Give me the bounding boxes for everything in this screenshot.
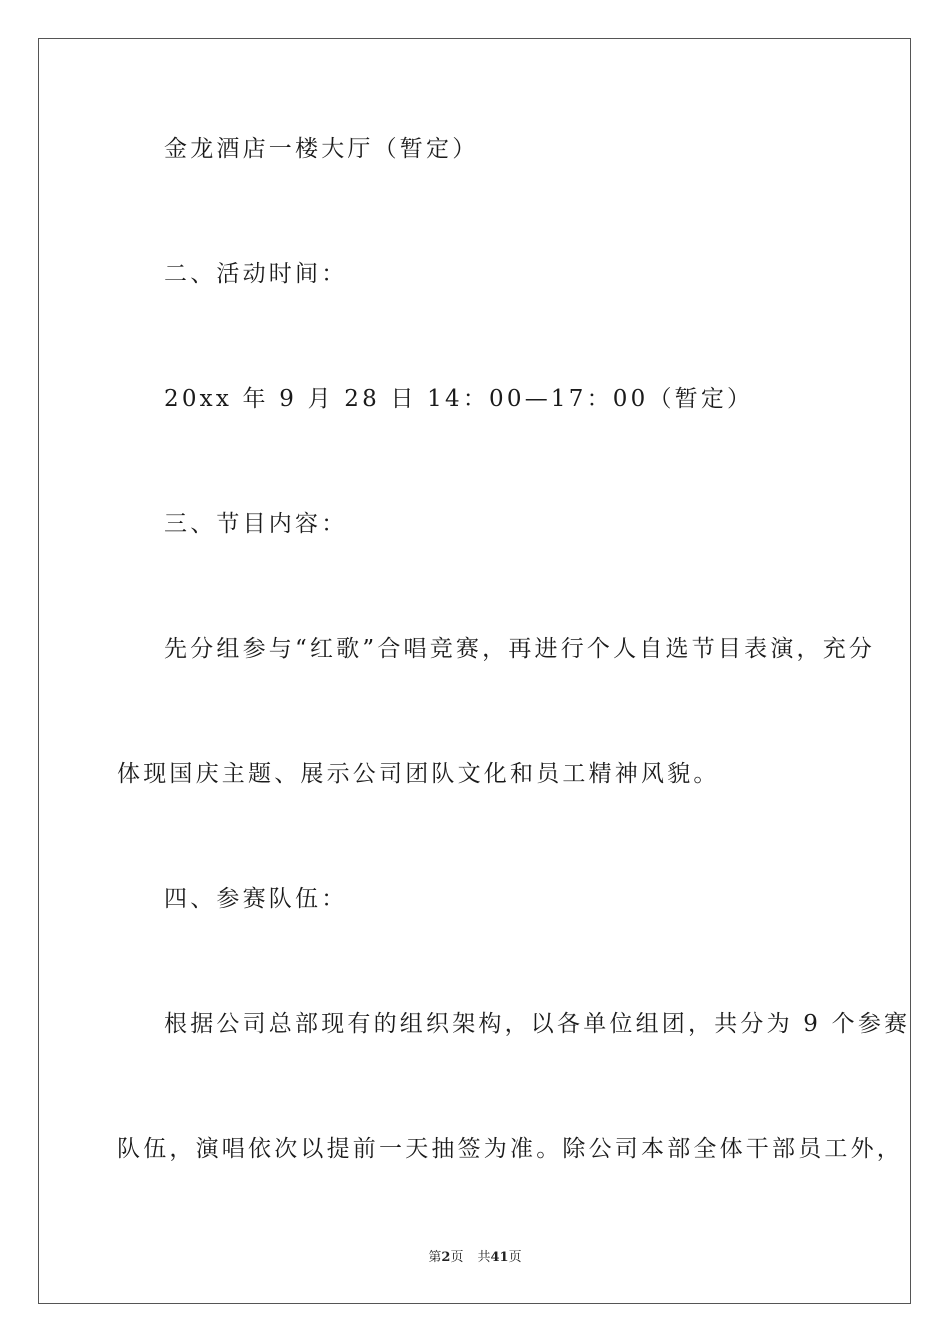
- section-heading-time: 二、活动时间：: [164, 261, 348, 287]
- page-border: [38, 38, 911, 1304]
- page-suffix: 页: [450, 1250, 464, 1265]
- total-prefix: 共: [477, 1250, 491, 1265]
- section-heading-teams: 四、参赛队伍：: [164, 886, 348, 912]
- teams-paragraph-line-1: 根据公司总部现有的组织架构，以各单位组团，共分为 9 个参赛: [164, 1011, 911, 1037]
- page-footer: [0, 1246, 950, 1265]
- total-suffix: 页: [508, 1250, 522, 1265]
- venue-line: 金龙酒店一楼大厅（暂定）: [164, 136, 479, 162]
- program-paragraph-line-1: 先分组参与“红歌”合唱竞赛，再进行个人自选节目表演，充分: [164, 636, 876, 662]
- activity-time-line: 20xx 年 9 月 28 日 14：00—17：00（暂定）: [164, 386, 754, 412]
- page-prefix: 第: [428, 1250, 442, 1265]
- page-number: 2: [441, 1250, 451, 1265]
- program-paragraph-line-2: 体现国庆主题、展示公司团队文化和员工精神风貌。: [117, 761, 720, 787]
- teams-paragraph-line-2: 队伍，演唱依次以提前一天抽签为准。除公司本部全体干部员工外，: [117, 1136, 903, 1162]
- total-pages: 41: [490, 1250, 509, 1265]
- section-heading-program: 三、节目内容：: [164, 511, 348, 537]
